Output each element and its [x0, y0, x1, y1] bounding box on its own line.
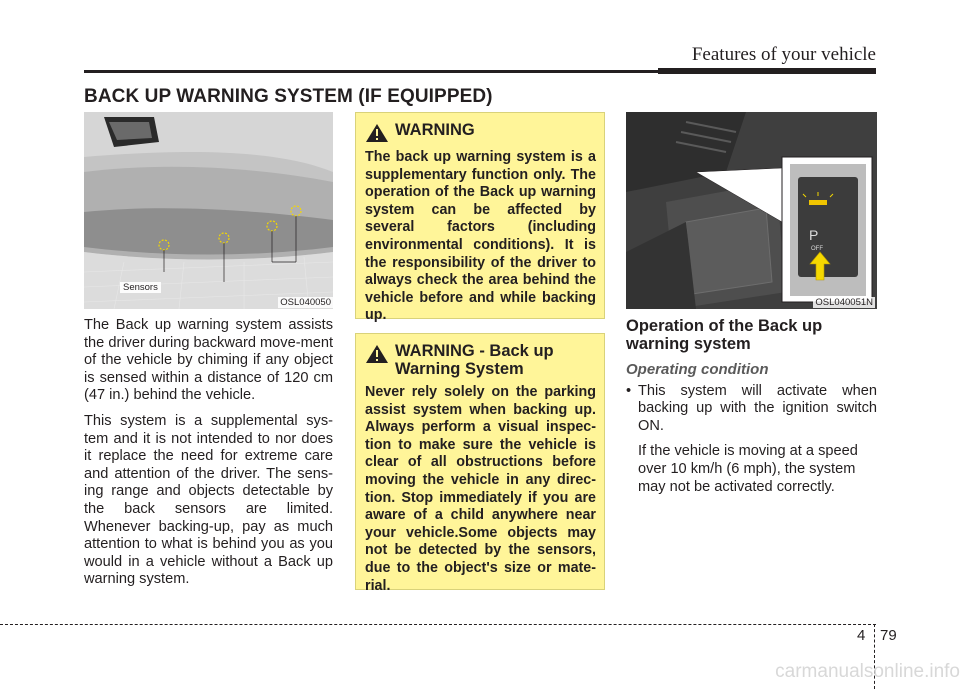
- header-section-title: Features of your vehicle: [691, 44, 876, 65]
- dashboard-switch-figure: [626, 112, 877, 309]
- supplemental-paragraph: This system is a supplemental sys-tem and it is not intended to nor does it replace the need for extreme care and attention of the driver. The sens-ing range and objects detectable by the back sensors are limited. Whenever backing-up, pay as much attention to what is behind you as you would in a vehicle without a Back up warning system.: [84, 412, 333, 588]
- warning-body: Never rely solely on the parking assist system when backing up. Always perform a visual inspec-tion to make sure the vehicle is clear of all obstructions before moving the vehicle in any direc-tion. Stop immediately if you are aware of a child anywhere near your vehicle.Some objects may not be detected by the sensors, due to the object's size or mate-rial.: [365, 384, 596, 594]
- parking-button-label: P: [809, 227, 819, 243]
- watermark: carmanualsonline.info: [775, 661, 960, 682]
- right-column: [626, 317, 877, 496]
- condition-note: If the vehicle is moving at a speed over 10 km/h (6 mph), the system may not be activated correctly.: [638, 443, 858, 495]
- warning-triangle-icon: [365, 123, 389, 143]
- warning-title-main: WARNING: [395, 342, 475, 360]
- condition-bullet: • This system will activate when backing up with the ignition switch ON.: [626, 383, 877, 436]
- warning-title-line2: Warning System: [395, 360, 524, 378]
- figure-code-left: OSL040050: [280, 297, 331, 308]
- warning-title-suffix: - Back up: [474, 342, 554, 360]
- figure-code-right: OSL040051N: [815, 297, 873, 308]
- rear-bumper-figure: [84, 112, 333, 309]
- chapter-number: 4: [857, 627, 866, 644]
- warning-triangle-icon: [365, 344, 389, 364]
- warning-title: [395, 342, 554, 378]
- warning-body: The back up warning system is a supplementary function only. The operation of the Back up warning system can be affected by several factors (including environmental conditions). It is the responsibility of the driver to always check the area behind the vehicle before and while backing up.: [365, 149, 596, 324]
- warning-title: WARNING: [395, 121, 475, 139]
- header-rule-accent: [658, 68, 876, 74]
- warning-box-backup-system: [355, 333, 605, 594]
- left-column: [84, 317, 333, 597]
- page-title: BACK UP WARNING SYSTEM (IF EQUIPPED): [84, 86, 493, 107]
- operating-condition-heading: Operating condition: [626, 361, 769, 378]
- dashboard-switch-illustration: [626, 112, 877, 309]
- parking-button-sublabel: OFF: [811, 246, 823, 252]
- rear-bumper-illustration: [84, 112, 333, 309]
- warning-box-supplementary: [355, 112, 605, 324]
- operation-heading: Operation of the Back up warning system: [626, 317, 823, 353]
- intro-paragraph: The Back up warning system assists the driver during backward move-ment of the vehicle by chiming if any object is sensed within a distance of 120 cm (47 in.) behind the vehicle.: [84, 317, 334, 404]
- sensors-callout-label: Sensors: [120, 282, 161, 293]
- page-number: 79: [880, 627, 897, 644]
- footer-rule: [0, 624, 876, 625]
